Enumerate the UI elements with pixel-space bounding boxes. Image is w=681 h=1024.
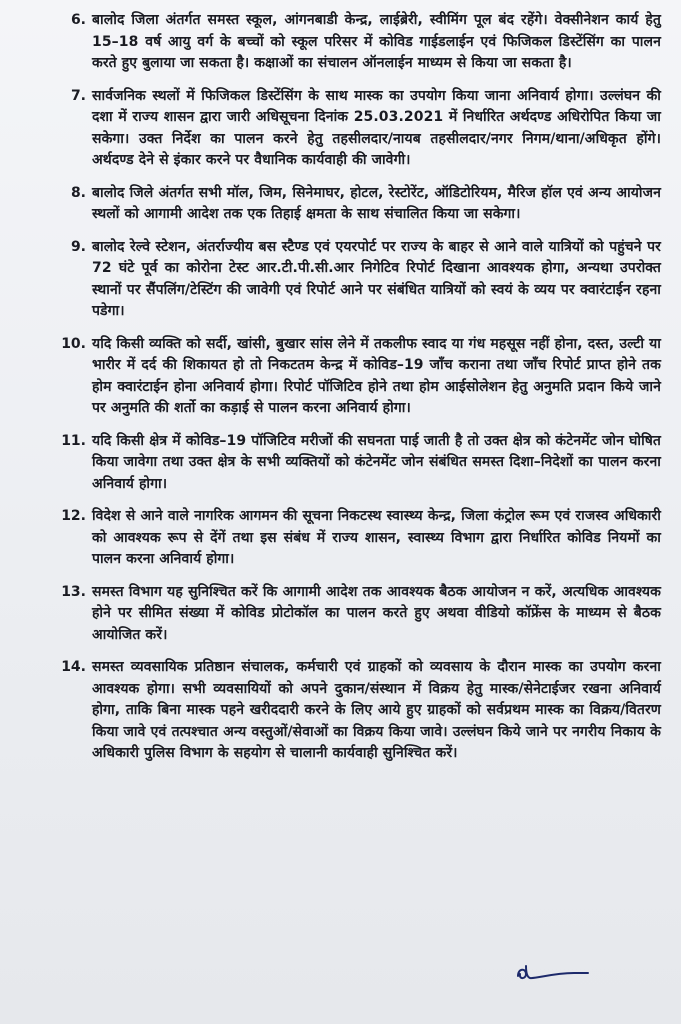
clause-10 — [48, 334, 661, 420]
clause-9 — [48, 237, 661, 323]
clause-text: बालोद जिले अंतर्गत सभी मॉल, जिम, सिनेमाघर, होटल, रेस्टोरेंट, ऑडिटोरियम, मैरिज हॉल एवं अन्य आयोजन स्थलों को आगामी आदेश तक एक तिहाई क्षमता के साथ संचालित किया जा सकेगा। — [92, 184, 661, 222]
clause-text: बालोद रेल्वे स्टेशन, अंतर्राज्यीय बस स्टैण्ड एवं एयरपोर्ट पर राज्य के बाहर से आने वाले यात्रियों को पहुंचने पर 72 घंटे पूर्व का कोरोना टेस्ट आर.टी.पी.सी.आर निगेटिव रिपोर्ट दिखाना आवश्यक होगा, अन्यथा उपरोक्त स्थानों पर सैंपलिंग/टेस्टिंग की जावेगी एवं रिपोर्ट आने पर संबंधित यात्रियों को स्वयं के व्यय पर क्वारंटाईन रहना पडेगा। — [92, 238, 661, 319]
clause-8 — [48, 183, 661, 226]
clause-14 — [48, 657, 661, 765]
clause-number: 10. — [61, 335, 86, 352]
clause-number: 11. — [61, 432, 86, 449]
clause-number: 7. — [70, 87, 86, 104]
clause-text: यदि किसी व्यक्ति को सर्दी, खांसी, बुखार सांस लेने में तकलीफ स्वाद या गंध महसूस नहीं होना, दस्त, उल्टी या भारीर में दर्द की शिकायत हो तो निकटतम केन्द्र में कोविड–19 जाँच कराना तथा जाँच रिपोर्ट प्राप्त होने तक होम क्वारंटाईन होना अनिवार्य होगा। रिपोर्ट पॉजिटिव होने तथा होम आईसोलेशन हेतु अनुमति प्रदान किये जाने पर अनुमति की शर्तो का कड़ाई से पालन करना अनिवार्य होगा। — [92, 335, 661, 416]
clause-number: 14. — [61, 659, 86, 675]
clause-6 — [48, 10, 661, 75]
clause-text: समस्त विभाग यह सुनिश्चित करें कि आगामी आदेश तक आवश्यक बैठक आयोजन न करें, अत्यधिक आवश्यक होने पर सीमित संख्या में कोविड प्रोटोकॉल का पालन करते हुए अथवा वीडियो कॉफ्रेंस के माध्यम से बैठक आयोजित करें। — [92, 583, 661, 643]
clause-7 — [48, 86, 661, 172]
clause-11 — [48, 431, 661, 496]
clause-number: 13. — [61, 583, 86, 600]
signature-mark — [512, 956, 592, 986]
clause-text: बालोद जिला अंतर्गत समस्त स्कूल, आंगनबाडी केन्द्र, लाईब्रेरी, स्वीमिंग पूल बंद रहेंगे। वेक्सीनेशन कार्य हेतु 15–18 वर्ष आयु वर्ग के बच्चों को स्कूल परिसर में कोविड गाईडलाईन एवं फिजिकल डिस्टेंसिंग का पालन करते हुए बुलाया जा सकता है। कक्षाओं का संचालन ऑनलाईन माध्यम से किया जा सकता है। — [92, 12, 661, 71]
clause-number: 12. — [61, 508, 86, 524]
clause-text: सार्वजनिक स्थलों में फिजिकल डिस्टेंसिंग के साथ मास्क का उपयोग किया जाना अनिवार्य होगा। उल्लंघन की दशा में राज्य शासन द्वारा जारी अधिसूचना दिनांक 25.03.2021 में निर्धारित अर्थदण्ड अधिरोपित किया जा सकेगा। उक्त निर्देश का पालन करने हेतु तहसीलदार/नायब तहसीलदार/नगर निगम/थाना/अधिकृत होंगे। अर्थदण्ड देने से इंकार करने पर वैधानिक कार्यवाही की जावेगी। — [92, 87, 661, 168]
clause-text: समस्त व्यवसायिक प्रतिष्ठान संचालक, कर्मचारी एवं ग्राहकों को व्यवसाय के दौरान मास्क का उपयोग करना आवश्यक होगा। सभी व्यवसायियों को अपने दुकान/संस्थान में विक्रय हेतु मास्क/सेनेटाईजर रखना अनिवार्य होगा, ताकि बिना मास्क पहने खरीददारी करने के लिए आये हुए ग्राहकों को सर्वप्रथम मास्क का विक्रय/वितरण किया जावे एवं तत्पश्चात अन्य वस्तुओं/सेवाओं का विक्रय किया जावे। उल्लंघन किये जाने पर नगरीय निकाय के अधिकारी पुलिस विभाग के सहयोग से चालानी कार्यवाही सुनिश्चित करें। — [92, 659, 661, 761]
clause-number: 8. — [70, 184, 86, 201]
clause-text: यदि किसी क्षेत्र में कोविड–19 पॉजिटिव मरीजों की सघनता पाई जाती है तो उक्त क्षेत्र को कंटेनमेंट जोन घोषित किया जावेगा तथा उक्त क्षेत्र के सभी व्यक्तियों को कंटेनमेंट जोन संबंधित समस्त दिशा–निदेशों का पालन करना अनिवार्य होगा। — [92, 432, 661, 492]
clause-12 — [48, 506, 661, 571]
clause-text: विदेश से आने वाले नागरिक आगमन की सूचना निकटस्थ स्वास्थ्य केन्द्र, जिला कंट्रोल रूम एवं राजस्व अधिकारी को आवश्यक रूप से देंगें तथा इस संबंध में राज्य शासन, स्वास्थ्य विभाग द्वारा निर्धारित कोविड नियमों का पालन करना अनिवार्य होगा। — [92, 508, 661, 567]
clause-number: 6. — [70, 12, 86, 28]
clause-number: 9. — [70, 238, 86, 255]
clause-13 — [48, 582, 661, 647]
